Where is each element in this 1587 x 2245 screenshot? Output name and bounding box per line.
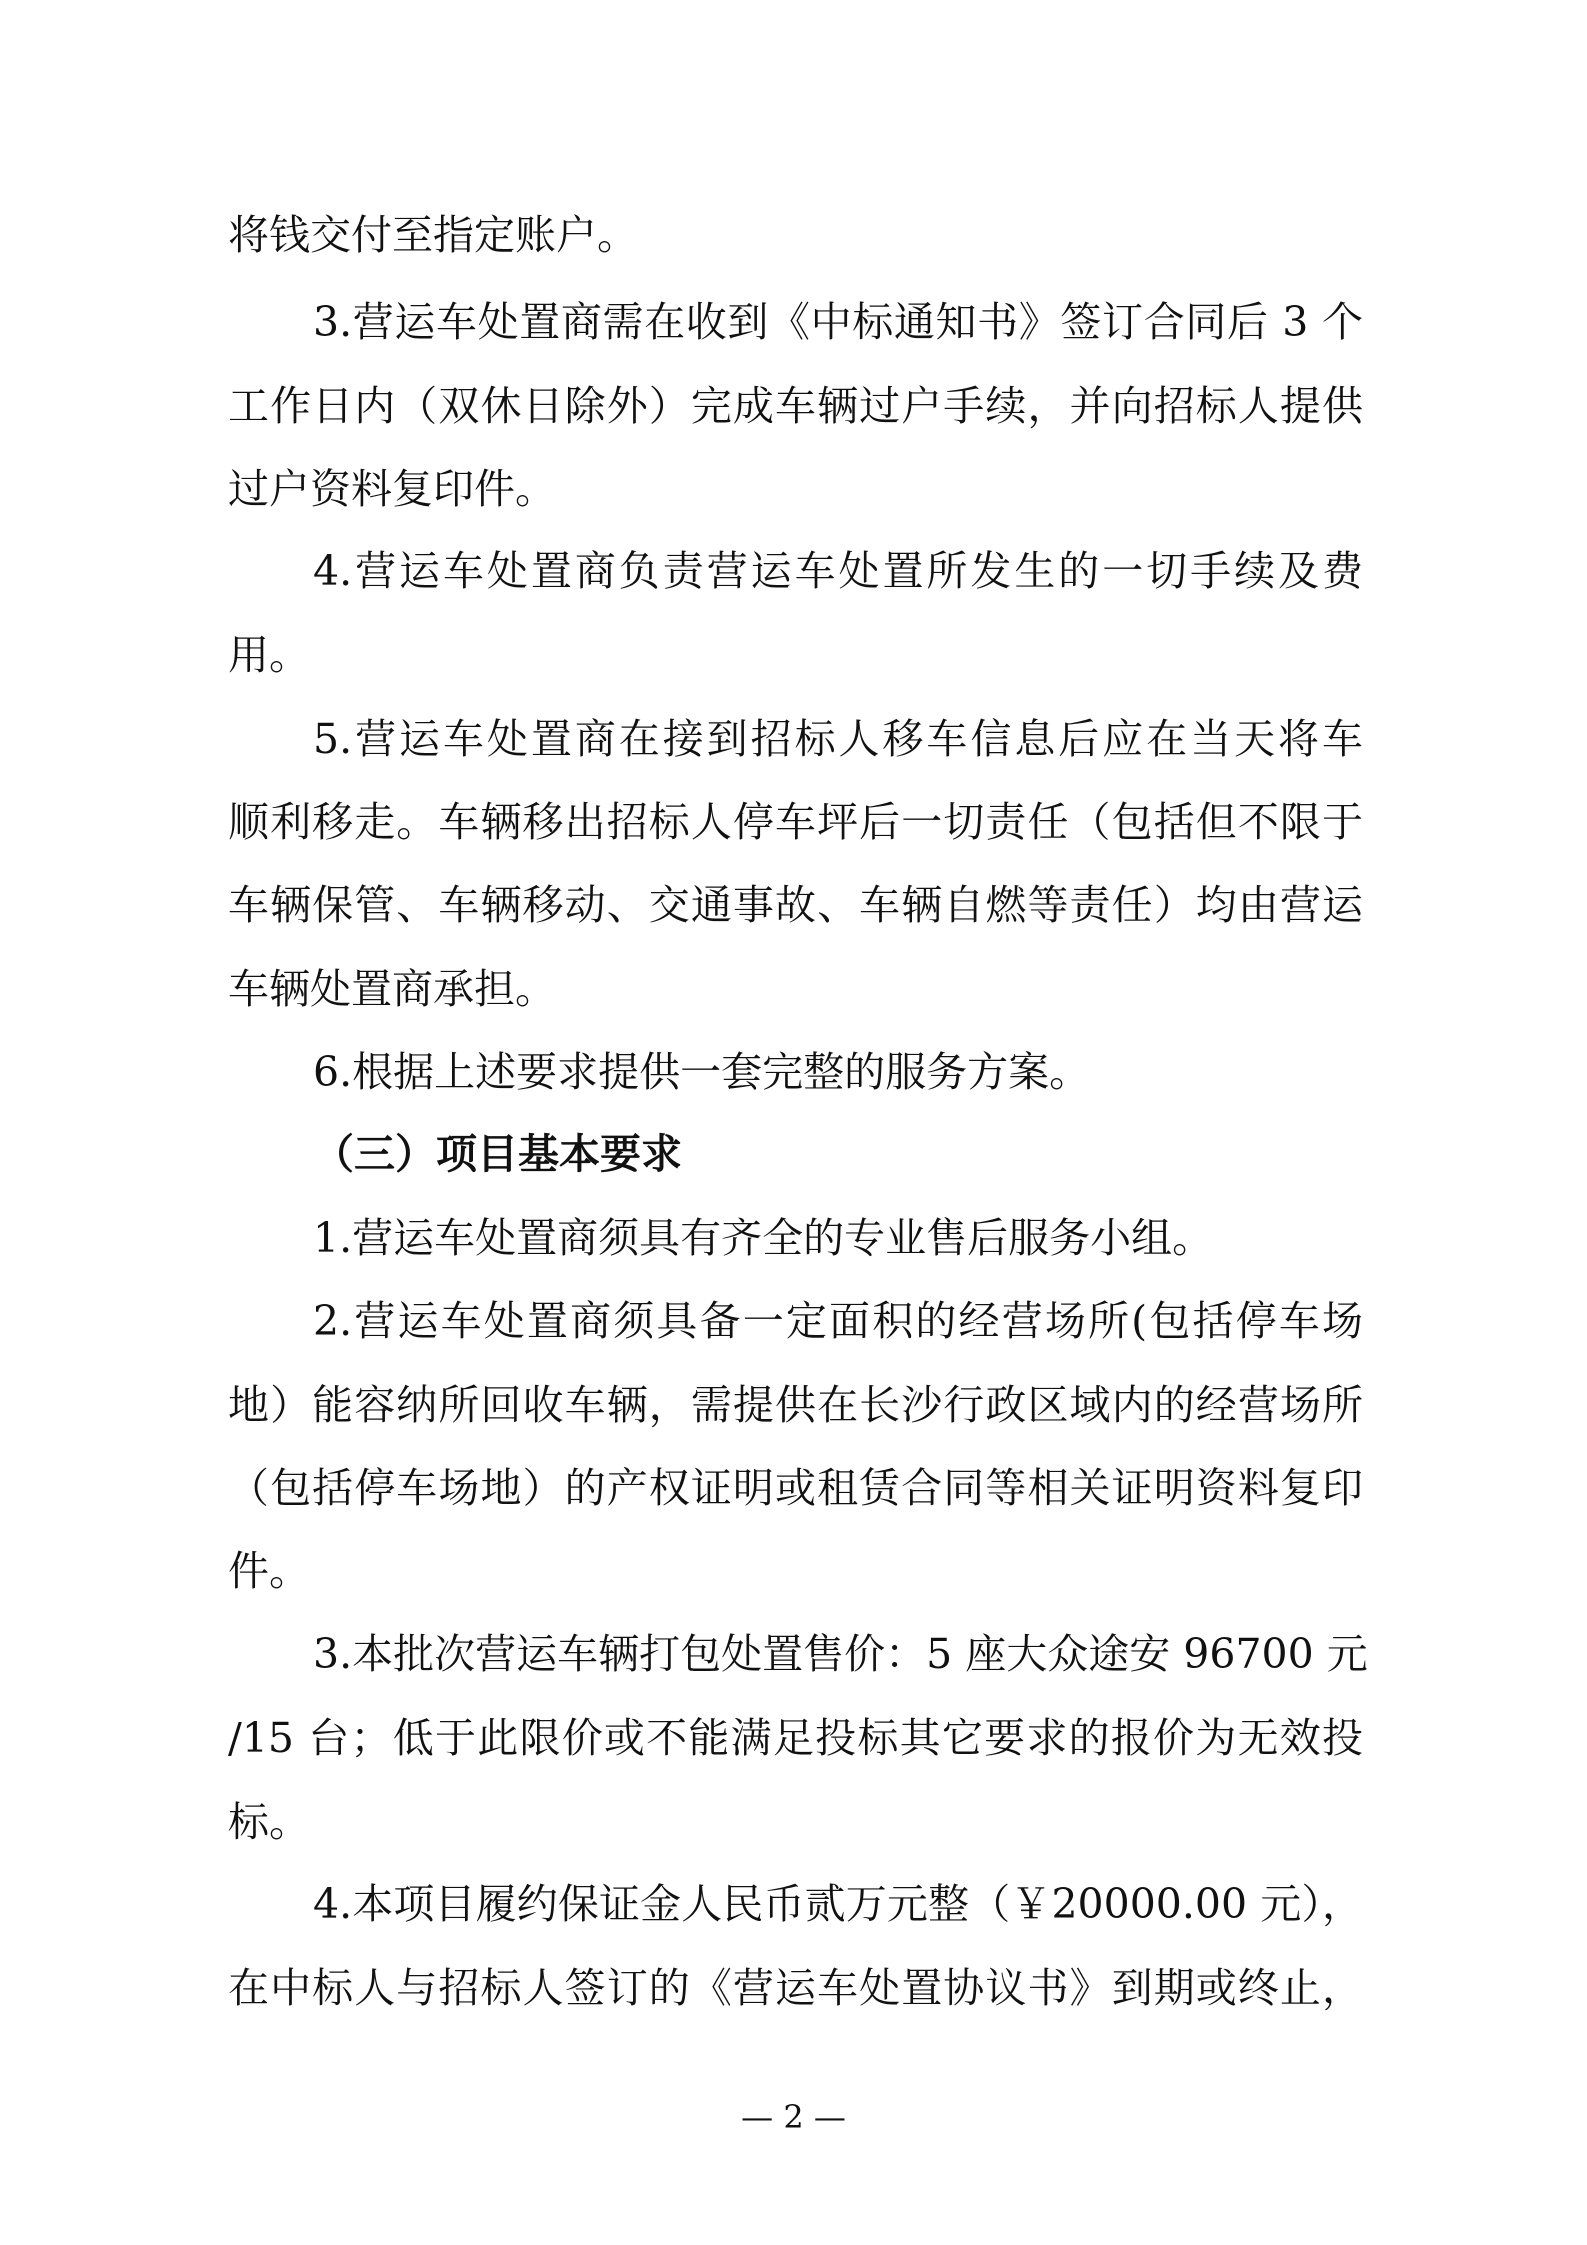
paragraph-line: 车辆保管、车辆移动、交通事故、车辆自燃等责任）均由营运 [228, 881, 1363, 929]
paragraph-line: 顺利移走。车辆移出招标人停车坪后一切责任（包括但不限于 [228, 798, 1363, 846]
paragraph-line: 在中标人与招标人签订的《营运车处置协议书》到期或终止， [228, 1964, 1363, 2012]
paragraph-line: 4.营运车处置商负责营运车处置所发生的一切手续及费 [313, 547, 1363, 595]
paragraph-line: /15 台；低于此限价或不能满足投标其它要求的报价为无效投 [228, 1714, 1363, 1762]
paragraph-line: 地）能容纳所回收车辆，需提供在长沙行政区域内的经营场所 [228, 1381, 1363, 1429]
paragraph-line: 用。 [228, 631, 310, 679]
paragraph-line: 件。 [228, 1547, 310, 1595]
paragraph-line: 将钱交付至指定账户。 [228, 211, 638, 259]
paragraph-line: 5.营运车处置商在接到招标人移车信息后应在当天将车 [313, 715, 1363, 763]
paragraph-line: 3.本批次营运车辆打包处置售价：5 座大众途安 96700 元 [313, 1630, 1368, 1678]
paragraph-line: 车辆处置商承担。 [228, 965, 556, 1013]
paragraph-line: 工作日内（双休日除外）完成车辆过户手续，并向招标人提供 [228, 382, 1363, 430]
paragraph-line: 2.营运车处置商须具备一定面积的经营场所(包括停车场 [313, 1297, 1363, 1345]
paragraph-line: 6.根据上述要求提供一套完整的服务方案。 [313, 1048, 1091, 1096]
paragraph-line: 1.营运车处置商须具有齐全的专业售后服务小组。 [313, 1214, 1214, 1262]
paragraph-line: 过户资料复印件。 [228, 465, 556, 513]
paragraph-line: （包括停车场地）的产权证明或租赁合同等相关证明资料复印 [228, 1464, 1363, 1512]
paragraph-line: 4.本项目履约保证金人民币贰万元整（￥20000.00 元）， [313, 1880, 1363, 1928]
paragraph-line: 标。 [228, 1798, 310, 1846]
section-heading: （三）项目基本要求 [313, 1130, 682, 1178]
page-number: — 2 — [741, 2098, 846, 2136]
paragraph-line: 3.营运车处置商需在收到《中标通知书》签订合同后 3 个 [313, 298, 1363, 346]
